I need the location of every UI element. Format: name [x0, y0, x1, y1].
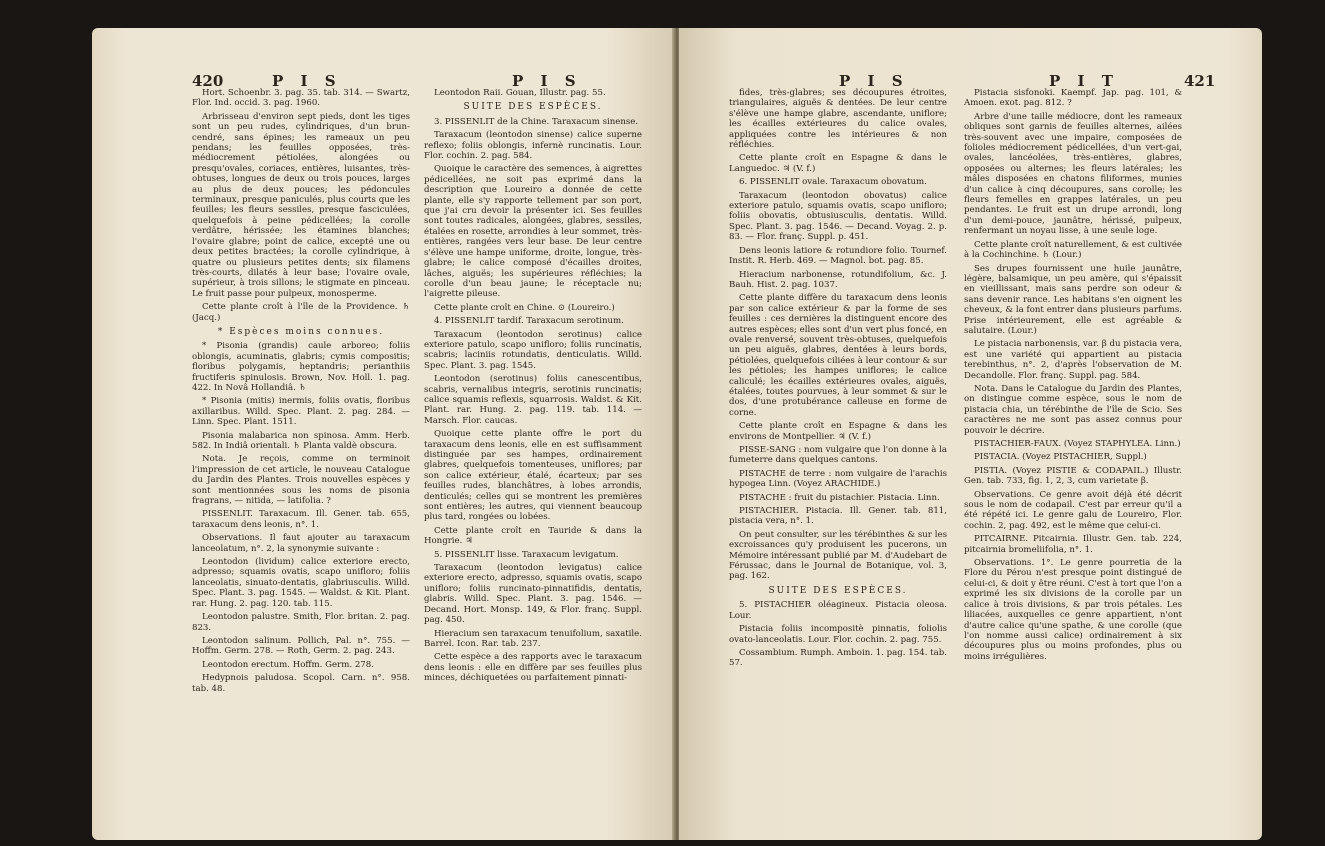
- paragraph: Quoique cette plante offre le port du taraxacum dens leonis, elle en est suffisamment distinguée par ses hampes, ordinairement glabres, quelquefois tomenteuses, uniflores; par son calice extérieur, étalé, écarteux; par ses feuilles rudes, blanchâtres, à lobes arrondis, denticulés; celles qui se montrent les premières sont entières; les autres, qui viennent beaucoup plus tard, rongées ou lobées.: [424, 429, 642, 523]
- right-page-number: 421: [1184, 72, 1216, 90]
- paragraph: Cette plante croît en Espagne & dans les environs de Montpellier. ♃ (V. f.): [729, 421, 947, 442]
- right-column-1: [729, 88, 947, 672]
- left-col1-header: P I S: [272, 72, 342, 90]
- paragraph: Leontodon (serotinus) foliis canescentibus, scabris, vernalibus integris, serotinis runcinatis; calice squamis reflexis, squarrosis. Waldst. & Kit. Plant. rar. Hung. 2. pag. 119. tab. 114. — Marsch. Flor. caucas.: [424, 374, 642, 426]
- paragraph: Le pistacia narbonensis, var. β du pistacia vera, est une variété qui appartient au pistacia terebinthus, n°. 2, d'après l'observation de M. Decandolle. Flor. franç. Suppl. pag. 584.: [964, 339, 1182, 381]
- paragraph: PISTIA. (Voyez PISTIE & CODAPAIL.) Illustr. Gen. tab. 733, fig. 1, 2, 3, cum varietate β.: [964, 465, 1182, 487]
- paragraph: PISSENLIT. Taraxacum. Ill. Gener. tab. 655, taraxacum dens leonis, n°. 1.: [192, 509, 410, 530]
- paragraph: Taraxacum (leontodon levigatus) calice exteriore erecto, adpresso, squamis ovatis, scapo unifloro; foliis runcinato-pinnatifidis, dentatis, glabris. Willd. Spec. Plant. 3. pag. 1546. — Decand. Hort. Monsp. 149, & Flor. franç. Suppl. pag. 450.: [424, 563, 642, 626]
- paragraph: Cette plante croît à l'île de la Providence. ♄ (Jacq.): [192, 302, 410, 323]
- paragraph: PISTACHIER-FAUX. (Voyez STAPHYLEA. Linn.): [974, 439, 1181, 449]
- paragraph: 5. PISSENLIT lisse. Taraxacum levigatum.: [434, 549, 619, 560]
- paragraph: On peut consulter, sur les térébinthes & sur les excroissances qu'y produisent les pucerons, un Mémoire intéressant publié par M. d'Audebart de Férussac, dans le Journal de Botanique, vol. 3, pag. 162.: [729, 529, 947, 582]
- paragraph: Dens leonis latiore & rotundiore folio. Tournef. Instit. R. Herb. 469. — Magnol. bot. pag. 85.: [729, 245, 947, 267]
- left-page: [92, 28, 675, 840]
- paragraph: PISTACHE : fruit du pistachier. Pistacia. Linn.: [739, 492, 940, 503]
- paragraph: Observations. 1°. Le genre pourretia de la Flore du Pérou n'est presque point distingué de celui-ci, & doit y être réuni. C'est à tort que l'on a exprimé les six divisions de la corolle par un calice à trois divisions, & par trois pétales. Les liliacées, auxquelles ce genre appartient, n'ont d'autre calice qu'une spathe, & une corolle (que l'on nomme aussi calice) ordinairement à six découpures plus ou moins profondes, plus ou moins irrégulières.: [964, 558, 1182, 662]
- paragraph: PISSE-SANG : nom vulgaire que l'on donne à la fumeterre dans quelques cantons.: [729, 445, 947, 466]
- paragraph: 4. PISSENLIT tardif. Taraxacum serotinum.: [434, 316, 624, 327]
- paragraph: Cette plante croît en Chine. ⊙ (Loureiro.): [434, 302, 615, 313]
- paragraph: Ses drupes fournissent une huile jaunâtre, légère, balsamique, un peu amère, qui s'épaissit en vieillissant, mais sans perdre son odeur & sans devenir rance. Les habitans s'en oignent les cheveux, & la font entrer dans plusieurs parfums. Prise intérieurement, elle est agréable & salutaire. (Lour.): [964, 263, 1182, 336]
- paragraph: Cette espèce a des rapports avec le taraxacum dens leonis : elle en diffère par ses feuilles plus minces, déchiquetées ou parfaitement pinnati-: [424, 652, 642, 684]
- right-column-2: [964, 88, 1182, 665]
- paragraph: Observations. Il faut ajouter au taraxacum lanceolatum, n°. 2, la synonymie suivante :: [192, 533, 410, 554]
- paragraph: Observations. Ce genre avoit déjà été décrit sous le nom de codapail. C'est par erreur qu'il a été répété ici. Le genre galu de Loureiro, Flor. cochin. 2, pag. 492, est le même que celui-ci.: [964, 489, 1182, 531]
- paragraph: PISTACIA. (Voyez PISTACHIER, Suppl.): [974, 452, 1147, 463]
- left-column-1: [192, 88, 410, 697]
- open-book: [92, 28, 1262, 840]
- paragraph: Hort. Schoenbr. 3. pag. 35. tab. 314. — Swartz, Flor. Ind. occid. 3. pag. 1960.: [192, 88, 410, 109]
- paragraph: PISTACHE de terre : nom vulgaire de l'arachis hypogea Linn. (Voyez ARACHIDE.): [729, 468, 947, 490]
- paragraph: Pistacia foliis incompositè pinnatis, foliolis ovato-lanceolatis. Lour. Flor. cochin. 2. pag. 755.: [729, 624, 947, 645]
- paragraph: Pisonia malabarica non spinosa. Amm. Herb. 582. In Indiâ orientali. ♄ Planta valdè obscura.: [192, 430, 410, 451]
- paragraph: 5. PISTACHIER oléagineux. Pistacia oleosa. Lour.: [729, 600, 947, 621]
- paragraph: SUITE DES ESPÈCES.: [463, 102, 603, 113]
- paragraph: Nota. Je reçois, comme on terminoit l'impression de cet article, le nouveau Catalogue du Jardin des Plantes. Trois nouvelles espèces y sont mentionnées sous les noms de pisonia fragrans, — nitida, — latifolia. ?: [192, 454, 410, 507]
- paragraph: Cette plante croît naturellement, & est cultivée à la Cochinchine. ♄ (Lour.): [964, 239, 1182, 261]
- paragraph: 3. PISSENLIT de la Chine. Taraxacum sinense.: [434, 116, 639, 127]
- left-page-number: 420: [192, 72, 224, 90]
- paragraph: Pistacia sisfonoki. Kaempf. Jap. pag. 101, & Amoen. exot. pag. 812. ?: [964, 88, 1182, 109]
- paragraph: * Pisonia (mitis) inermis, foliis ovatis, floribus axillaribus. Willd. Spec. Plant. 2. pag. 284. — Linn. Spec. Plant. 1511.: [192, 396, 410, 428]
- paragraph: Hieracium sen taraxacum tenuifolium, saxatile. Barrel. Icon. Rar. tab. 237.: [424, 628, 642, 649]
- paragraph: Leontodon erectum. Hoffm. Germ. 278.: [202, 659, 374, 670]
- paragraph: Quoique le caractère des semences, à aigrettes pédicellées, ne soit pas exprimé dans la description que Loureiro a donnée de cette plante, elle s'y rapporte tellement par son port, que j'ai cru devoir la présenter ici. Ses feuilles sont toutes radicales, alongées, glabres, sessiles, étalées en rosette, arrondies à leur sommet, très-entières, rangées vers leur base. De leur centre s'élève une hampe uniforme, droite, longue, très-glabre; le calice composé d'écailles droites, lâches, aiguës; les supérieures réfléchies; la corolle d'un beau jaune; le réceptacle nu; l'aigrette pileuse.: [424, 164, 642, 300]
- paragraph: fides, très-glabres; ses découpures étroites, triangulaires, aiguës & dentées. De leur centre s'élève une hampe glabre, ascendante, uniflore; les écailles extérieures du calice ovales, appliquées contre les intérieures & non réfléchies.: [729, 88, 947, 151]
- right-col2-header: P I T: [1049, 72, 1119, 90]
- paragraph: Leontodon salinum. Pollich, Pal. n°. 755. — Hoffm. Germ. 278. — Roth, Germ. 2. pag. 243.: [192, 635, 410, 657]
- right-page: [679, 28, 1262, 840]
- paragraph: SUITE DES ESPÈCES.: [768, 585, 908, 596]
- paragraph: Cette plante croît en Tauride & dans la Hongrie. ♃: [424, 525, 642, 547]
- paragraph: Hieracium narbonense, rotundifolium, &c. J. Bauh. Hist. 2. pag. 1037.: [729, 269, 947, 290]
- paragraph: * Pisonia (grandis) caule arboreo; foliis oblongis, acuminatis, glabris; cymis compositis; floribus polygamis, heptandris; perianthiis fructiferis spinulosis. Brown, Nov. Holl. 1. pag. 422. In Novâ Hollandiâ. ♄: [192, 341, 410, 393]
- paragraph: Taraxacum (leontodon serotinus) calice exteriore patulo, scapo unifloro; foliis runcinatis, scabris; laciniis rotundatis, denticulatis. Willd. Spec. Plant. 3. pag. 1545.: [424, 329, 642, 371]
- paragraph: Cossambium. Rumph. Amboin. 1. pag. 154. tab. 57.: [729, 647, 947, 669]
- paragraph: PISTACHIER. Pistacia. Ill. Gener. tab. 811, pistacia vera, n°. 1.: [729, 506, 947, 527]
- paragraph: Leontodon (lividum) calice exteriore erecto, adpresso; squamis ovatis, scapo unifloro; foliis lanceolatis, sinuato-dentatis, glabriusculis. Willd. Spec. Plant. 3. pag. 1545. — Waldst. & Kit. Plant. rar. Hung. 2. pag. 120. tab. 115.: [192, 557, 410, 609]
- paragraph: Nota. Dans le Catalogue du Jardin des Plantes, on distingue comme espèce, sous le nom de pistacia chia, un térébinthe de l'île de Scio. Ses caractères ne me sont pas assez connus pour pouvoir le décrire.: [964, 383, 1182, 436]
- paragraph: Taraxacum (leontodon sinense) calice superne reflexo; foliis oblongis, infernè runcinatis. Lour. Flor. cochin. 2. pag. 584.: [424, 130, 642, 162]
- paragraph: PITCAIRNE. Pitcairnia. Illustr. Gen. tab. 224, pitcairnia bromeliifolia, n°. 1.: [964, 534, 1182, 555]
- left-col2-header: P I S: [512, 72, 582, 90]
- paragraph: 6. PISSENLIT ovale. Taraxacum obovatum.: [739, 177, 927, 188]
- paragraph: Cette plante croît en Espagne & dans le Languedoc. ♃ (V. f.): [729, 153, 947, 174]
- paragraph: Leontodon palustre. Smith, Flor. britan. 2. pag. 823.: [192, 612, 410, 633]
- right-col1-header: P I S: [839, 72, 909, 90]
- left-column-2: [424, 88, 642, 687]
- paragraph: Arbre d'une taille médiocre, dont les rameaux obliques sont garnis de feuilles alternes, ailées très-souvent avec une impaire, composées de folioles médiocrement pédicellées, d'un vert-gai, ovales, lancéolées, très-entières, glabres, opposées ou alternes; les fleurs latérales; les mâles disposées en chatons filiformes, munies d'un calice à cinq découpures, sans corolle; les fleurs femelles en grappes latérales, un peu pendantes. Le fruit est un drupe arrondi, long d'un demi-pouce, jaunâtre, hérissé, pulpeux, renfermant un noyau lisse, à une seule loge.: [964, 111, 1182, 237]
- paragraph: Taraxacum (leontodon obovatus) calice exteriore patulo, squamis ovatis, scapo unifloro; foliis obovatis, obtusiusculis, dentatis. Willd. Spec. Plant. 3. pag. 1546. — Decand. Voyag. 2. p. 83. — Flor. franç. Suppl. p. 451.: [729, 190, 947, 243]
- paragraph: Arbrisseau d'environ sept pieds, dont les tiges sont un peu rudes, cylindriques, d'un brun-cendré, sans épines; les rameaux un peu pendans; les feuilles opposées, très-médiocrement pétiolées, alongées ou presqu'ovales, coriaces, entières, luisantes, très-obtuses, longues de deux ou trois pouces, larges au plus de deux pouces; les pédoncules terminaux, presque paniculés, plus courts que les feuilles; les fleurs sessiles, presque fasciculées, quelquefois à peine pédicellées; la corolle verdâtre, hérissée; les étamines blanches; l'ovaire glabre; point de calice, excepté une ou deux petites bractées; la corolle cylindrique, à quatre ou plusieurs petites dents; six filamens très-courts, dilatés à leur base; l'ovaire ovale, supérieur, à trois sillons; le stigmate en pinceau. Le fruit passe pour pulpeux, monosperme.: [192, 111, 410, 299]
- paragraph: Leontodon Raii. Gouan, Illustr. pag. 55.: [434, 88, 606, 98]
- paragraph: Cette plante diffère du taraxacum dens leonis par son calice extérieur & par la forme de ses feuilles : ces dernières la distinguent encore des autres espèces; elles sont d'un vert plus foncé, en ovale renversé, souvent très-obtuses, quelquefois un peu aiguës, glabres, dentées à leurs bords, pétiolées, quelquefois ciliées à leur contour & sur les pétioles; les hampes uniflores; le calice caliculé; les écailles extérieures ovales, aiguës, étalées, toutes pourvues, à leur sommet & sur le dos, d'une protubérance calleuse en forme de corne.: [729, 293, 947, 418]
- paragraph: * Espèces moins connues.: [217, 326, 385, 337]
- paragraph: Hedypnois paludosa. Scopol. Carn. n°. 958. tab. 48.: [192, 673, 410, 694]
